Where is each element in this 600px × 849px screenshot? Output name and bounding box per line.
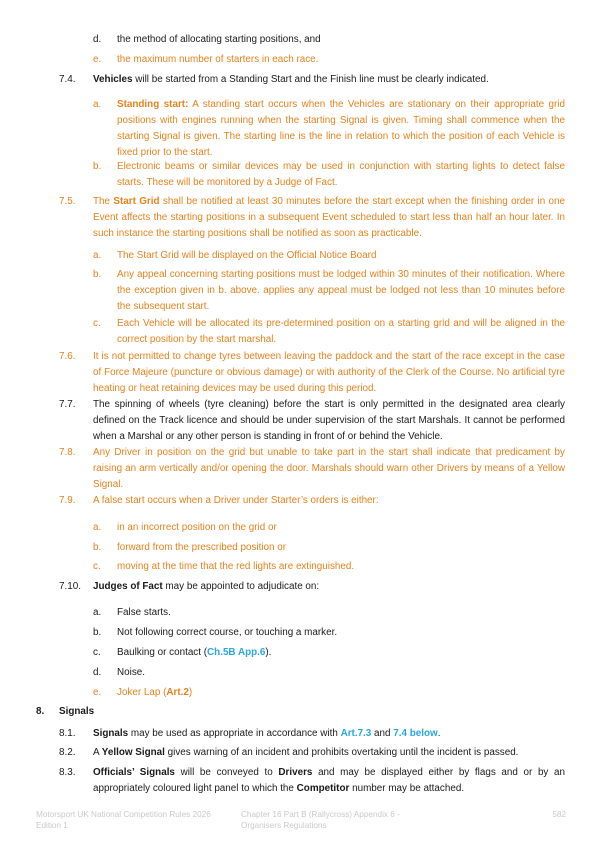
footer-publication: Motorsport UK National Competition Rules 2026 bbox=[36, 810, 211, 819]
clause-text: Electronic beams or similar devices may be used in conjunction with starting lights to detect false starts. These will be monitored by a Judge of Fact. bbox=[117, 161, 565, 188]
clause-number: c. bbox=[93, 318, 101, 329]
clause-number: 7.9. bbox=[59, 495, 76, 506]
clause-number: a. bbox=[93, 250, 102, 261]
page-number: 582 bbox=[552, 810, 566, 819]
clause-number: e. bbox=[93, 54, 102, 65]
clause-text: Judges of Fact may be appointed to adjudicate on: bbox=[93, 581, 320, 592]
clause-number: c. bbox=[93, 647, 101, 658]
clause-text: Noise. bbox=[117, 667, 145, 678]
clause-text: the maximum number of starters in each race. bbox=[117, 54, 319, 65]
footer-edition: Edition 1 bbox=[36, 820, 68, 830]
footer-section: Organisers Regulations bbox=[241, 820, 327, 830]
clause-text: It is not permitted to change tyres between leaving the paddock and the start of the race except in the case of Force Majeure (puncture or obvious damage) or with authority of the Clerk of the Course. No artificial tyre heating or heat retaining devices may be used during this period. bbox=[93, 351, 565, 394]
clause-text: in an incorrect position on the grid or bbox=[117, 522, 277, 533]
clause-text: forward from the prescribed position or bbox=[117, 542, 287, 553]
term: Officials’ Signals bbox=[93, 767, 175, 778]
term: Yellow Signal bbox=[101, 747, 165, 758]
clause-number: c. bbox=[93, 561, 101, 572]
clause-text: Not following correct course, or touching a marker. bbox=[117, 627, 338, 638]
clause-number: 8.2. bbox=[59, 747, 76, 758]
clause-number: a. bbox=[93, 607, 102, 618]
term: Judges of Fact bbox=[93, 581, 163, 592]
footer-chapter: Chapter 16 Part B (Rallycross) Appendix 6 - bbox=[241, 810, 400, 819]
term: Start Grid bbox=[113, 196, 160, 207]
clause-number: 7.8. bbox=[59, 447, 76, 458]
term: Drivers bbox=[278, 767, 313, 778]
cross-reference-link[interactable]: Art.7.3 bbox=[340, 728, 372, 739]
cross-reference-link[interactable]: Ch.5B App.6 bbox=[207, 647, 266, 658]
clause-text: Any appeal concerning starting positions must be lodged within 30 minutes of their notification. Where the exception given in b. above. applies any appeal must be lodged not less than 10 minutes before the subsequent start. bbox=[117, 269, 565, 312]
term: Signals bbox=[93, 728, 129, 739]
clause-text: moving at the time that the red lights are extinguished. bbox=[117, 561, 355, 572]
clause-number: 7.7. bbox=[59, 399, 76, 410]
clause-text: Any Driver in position on the grid but unable to take part in the start shall indicate that predicament by raising an arm vertically and/or opening the door. Marshals should warn other Drivers by means of a Yellow Signal. bbox=[93, 447, 565, 490]
clause-number: b. bbox=[93, 161, 102, 172]
section-number: 8. bbox=[36, 706, 45, 717]
clause-text: Vehicles will be started from a Standing Start and the Finish line must be clearly indicated. bbox=[93, 74, 489, 85]
clause-number: 8.1. bbox=[59, 728, 76, 739]
clause-number: 8.3. bbox=[59, 767, 76, 778]
clause-number: a. bbox=[93, 522, 102, 533]
clause-text: Signals may be used as appropriate in accordance with Art.7.3 and 7.4 below. bbox=[93, 728, 441, 739]
term: Art.2 bbox=[166, 687, 189, 698]
clause-number: 7.6. bbox=[59, 351, 76, 362]
clause-text: False starts. bbox=[117, 607, 171, 618]
footer-middle bbox=[241, 810, 400, 831]
clause-text: A Yellow Signal gives warning of an incident and prohibits overtaking until the incident is passed. bbox=[93, 747, 519, 758]
clause-number: 7.4. bbox=[59, 74, 76, 85]
clause-text: the method of allocating starting positions, and bbox=[117, 34, 321, 45]
clause-number: 7.10. bbox=[59, 581, 81, 592]
clause-number: b. bbox=[93, 627, 102, 638]
cross-reference-link[interactable]: 7.4 below bbox=[393, 728, 438, 739]
clause-text: Joker Lap (Art.2) bbox=[117, 687, 193, 698]
clause-number: d. bbox=[93, 667, 102, 678]
clause-text: Each Vehicle will be allocated its pre-determined position on a starting grid and will be aligned in the correct position by the start marshal. bbox=[117, 318, 565, 345]
clause-number: b. bbox=[93, 269, 102, 280]
clause-number: b. bbox=[93, 542, 102, 553]
clause-number: a. bbox=[93, 99, 102, 110]
term: Standing start: bbox=[117, 99, 189, 110]
clause-text: Baulking or contact (Ch.5B App.6). bbox=[117, 647, 272, 658]
clause-text: The Start Grid shall be notified at least 30 minutes before the start except when the finishing order in one Event affects the starting positions in a subsequent Event scheduled to start less than half an hour later. In such instance the starting positions shall be notified as soon as practicable. bbox=[93, 196, 566, 239]
clause-number: e. bbox=[93, 687, 102, 698]
footer-left bbox=[36, 810, 211, 831]
section-title: Signals bbox=[59, 706, 95, 717]
clause-text: A false start occurs when a Driver under Starter’s orders is either: bbox=[93, 495, 379, 506]
term: Vehicles bbox=[93, 74, 133, 85]
clause-text: Standing start: A standing start occurs when the Vehicles are stationary on their appropriate grid positions with engines running when the starting Signal is given. Timing shall commence when the starting Signal is given. The starting line is the line in relation to which the position of each Vehicle is fixed prior to the start. bbox=[117, 99, 565, 158]
clause-text: The spinning of wheels (tyre cleaning) before the start is only permitted in the designated area clearly defined on the Track licence and should be under supervision of the start Marshals. It cannot be performed when a Marshal or any other person is standing in front of or behind the Vehicle. bbox=[93, 399, 565, 442]
clause-number: d. bbox=[93, 34, 102, 45]
clause-number: 7.5. bbox=[59, 196, 76, 207]
clause-text: The Start Grid will be displayed on the Official Notice Board bbox=[117, 250, 377, 261]
clause-text: Officials’ Signals will be conveyed to Drivers and may be displayed either by flags and or by an appropriately coloured light panel to which the Competitor number may be attached. bbox=[93, 767, 565, 794]
term: Competitor bbox=[296, 782, 350, 794]
